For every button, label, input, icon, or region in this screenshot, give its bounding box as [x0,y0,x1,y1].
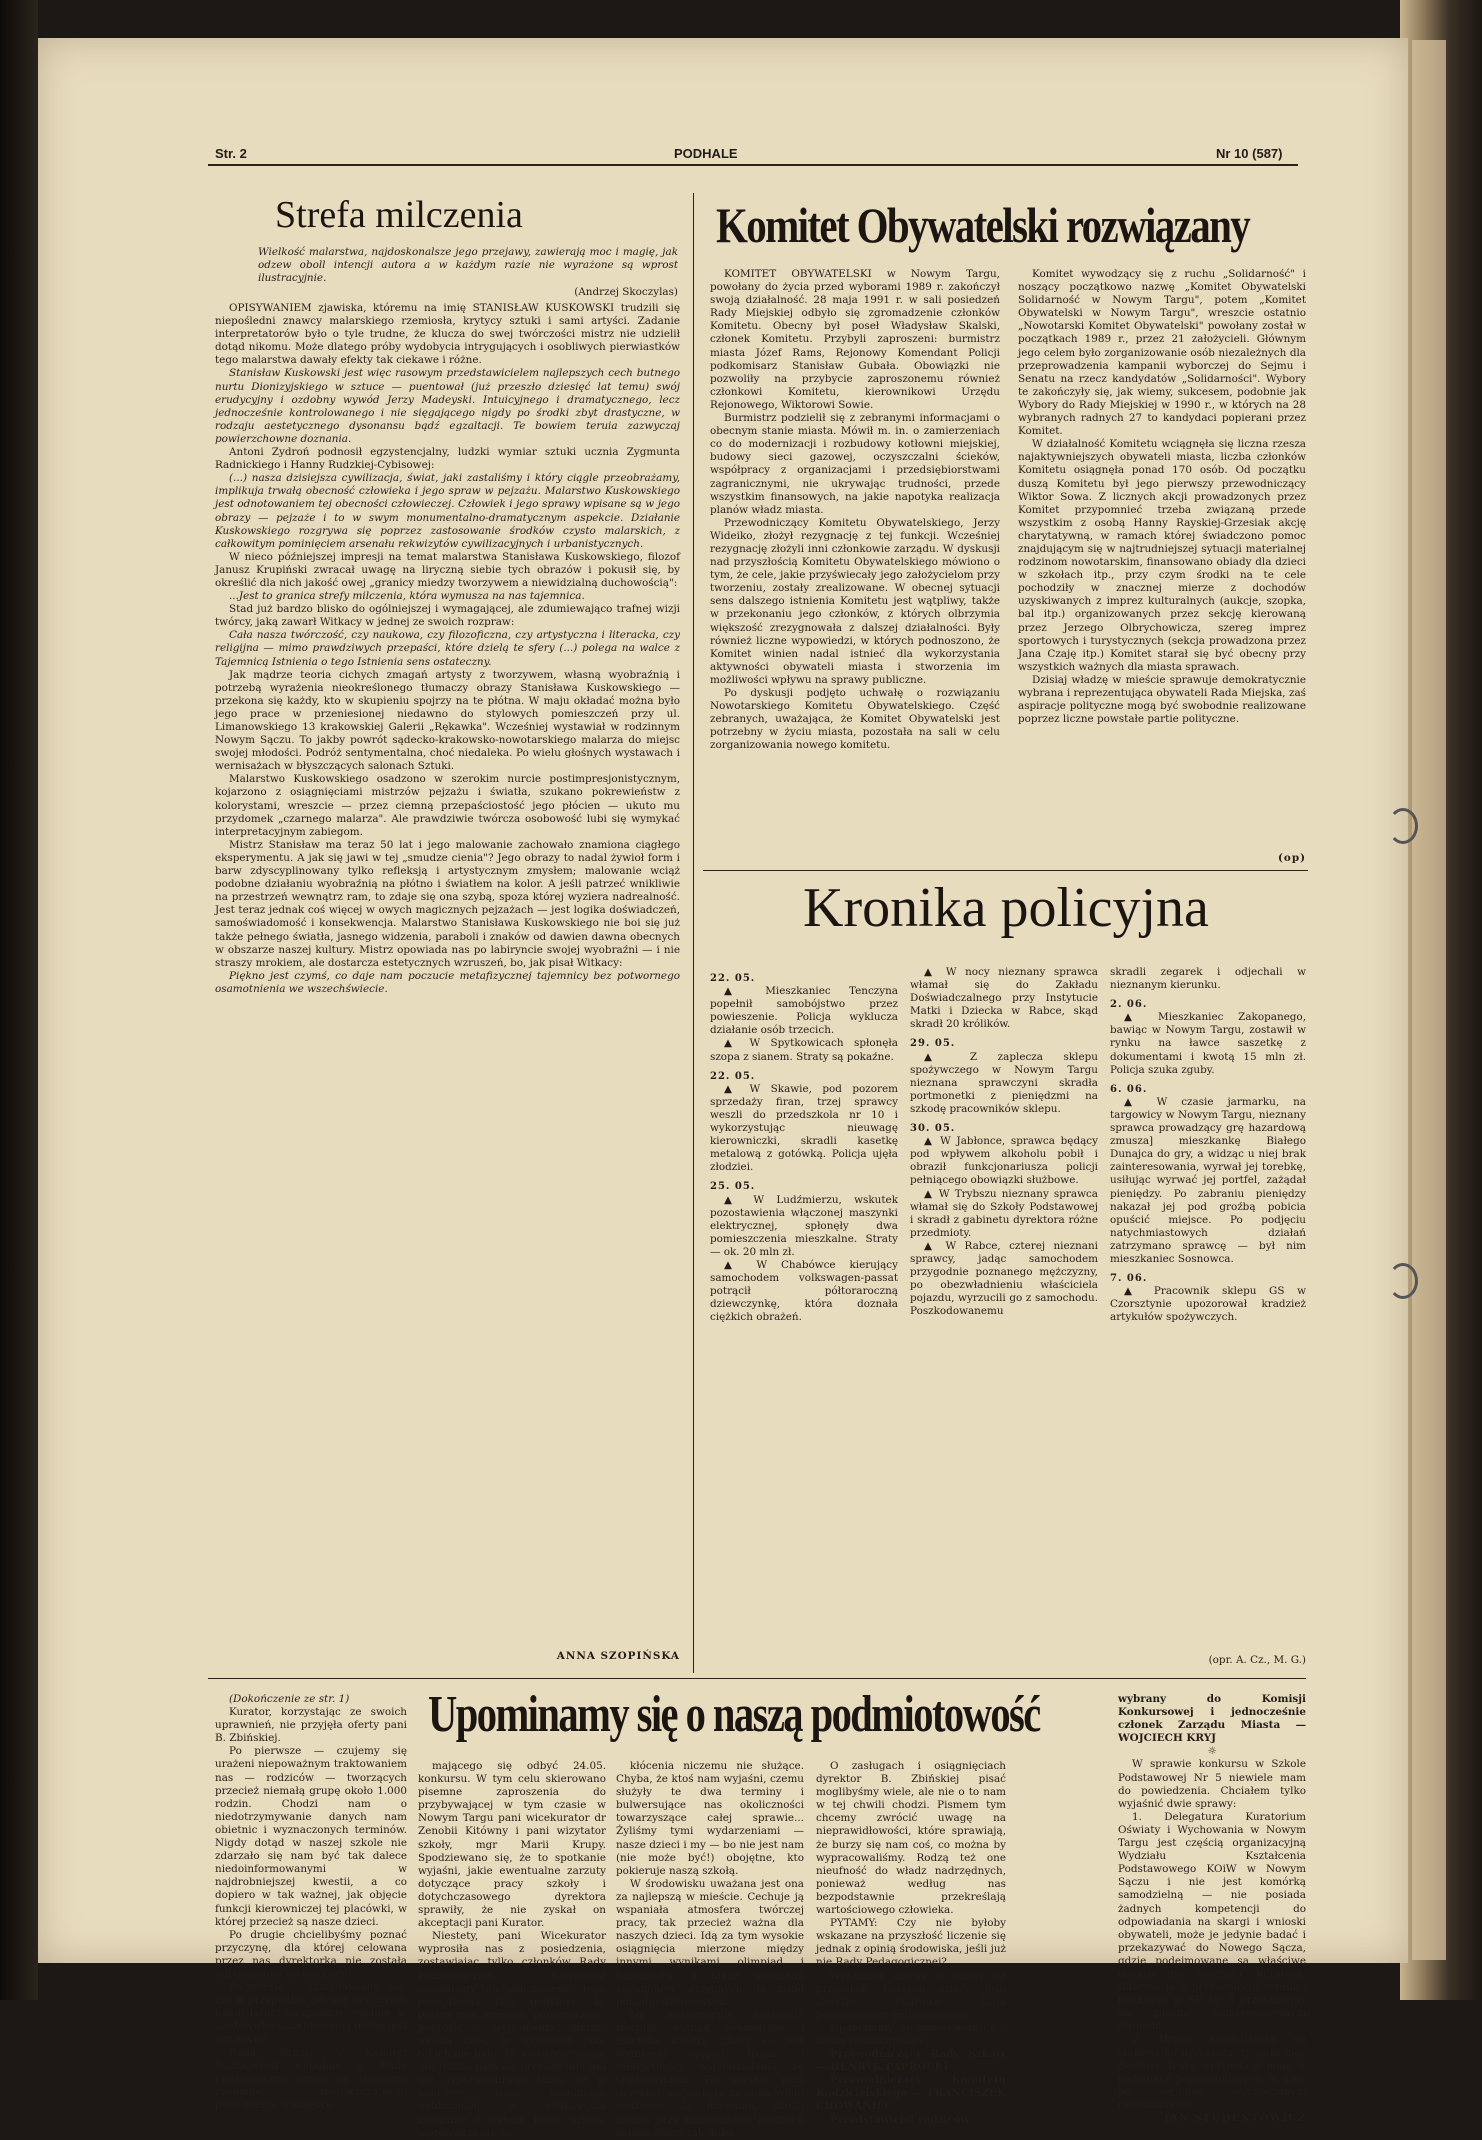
paragraph: 2. Druga kandydatura na stanowisko dyrektora, tj. pani mgr Barbary Truty, wpłynęła 8 maja w godzinach popołudniowych, w więc po terminie wyznaczonym regulaminowo. [1118,2033,1306,2111]
next-page-edge [1412,40,1446,1960]
paragraph: Burmistrz podzielił się z zebranymi informacjami o obecnym stanie miasta. Mówił m. in. o zamierzeniach co do modernizacji i rozbudowy kotłowni miejskiej, budowy sieci gazowej, oczyszczalni ścieków, współpracy z organizacjami i przedsiębiorstwami zagranicznymi, nie ukrywając trudności, przede wszystkim finansowych, na jakie napotyka realizacja planów władz miasta. [710,412,1000,516]
issue-number: Nr 10 (587) [1216,146,1283,161]
paragraph: Jak mądrze teoria cichych zmagań artysty z tworzywem, własną wyobraźnią i potrzebą wyrażenia nieokreślonego tłumaczy obrazy Stanisława Kuskowskiego — przekona się każdy, kto w skupieniu spojrzy na te płótna. W maju okładać można było jego prace w przeniesionej niedawno do stylowych pomieszczeń przy ul. Limanowskiego 13 krakowskiej Galerii „Rękawka". Wcześniej wystawiał w rodzinnym Nowym Sączu. To jakby powrót sądecko-krakowsko-nowotarskiego malarza do miejsc swojej młodości. Podróż sentymentalna, choć niedaleka. Po wielu głośnych wystawach i wernisażach w błyszczących salonach Sztuki. [215,668,680,773]
paragraph: ▲ W Skawie, pod pozorem sprzedaży firan, trzej sprawcy weszli do przedszkola nr 10 i wykorzystując nieuwagę kierowniczki, skradli kasetkę metalową z gotówką. Policja ujęła złodziei. [710,1082,898,1174]
strefa-motto: Wielkość malarstwa, najdoskonalsze jego przejawy, zawierają moc i magię, jak odzew oboll intencji autora a w każdym razie nie wyrażone są wprost ilustracyjnie. [258,246,678,285]
strefa-body [215,302,680,1647]
paragraph: O zasługach i osiągnięciach dyrektor B. Zbińskiej pisać moglibyśmy wiele, ale nie o to nam w tej chwili chodzi. Pismem tym chcemy zwrócić uwagę na nieprawidłowości, które sprawiają, że burzy się nam coś, co można by wypracowaliśmy. Rodzą też one nieufność do władz nadrzędnych, ponieważ według nas bezpodstawnie przekreślają wartościowego człowieka. [816,1760,1006,1917]
date-label: 6. 06. [1110,1083,1148,1095]
article-title-upominamy: Upominamy się o naszą podmiotowość [428,1686,1040,1743]
paragraph: ▲ W Spytkowicach spłonęła szopa z sianem. Straty są pokaźne. [710,1037,898,1063]
paragraph: Dzisiaj władzę w mieście sprawuje demokratycznie wybrana i reprezentująca obywateli Rada Miejska, zaś aspiracje polityczne mogą być swobodnie realizowane poprzez liczne powstałe partie polityczne. [1018,673,1306,726]
paragraph: PYTAMY: Czy nie byłoby wskazane na przyszłość liczenie się jednak z opinią środowiska, jeśli już nie Rady Pedagogicznej? [816,1917,1006,1969]
upominamy-column-1 [215,1693,407,2111]
paragraph: Przewodniczący Rady Szkoły — HENRYK PAPROCKI [816,2048,1006,2074]
paragraph: Po pierwsze — czujemy się urażeni niepoważnym traktowaniem nas — rodziców — tworzących przecież niemałą grupę około 1.000 rodzin. Chodzi nam o niedotrzymywanie danych nam obietnic i wyznaczonych terminów. Nigdy dotąd w naszej szkole nie zdarzało się nam być tak dalece niedoinformowanymi w najdrobniejszej kwestii, a co dopiero w tak ważnej, jak objęcie funkcji kierowniczej tej placówki, w której przecież są nasze dzieci. [215,1745,407,1928]
paragraph: Przedstawiciel rodziców [830,2113,970,2126]
paragraph: ▲ W Ludźmierzu, wskutek pozostawienia włączonej maszynki elektrycznej, spłonęły dwa pomieszczenia mieszkalne. Straty — ok. 20 mln zł. [710,1193,898,1258]
paragraph: Antoni Zydroń podnosił egzystencjalny, ludzki wymiar sztuki ucznia Zygmunta Radnickiego i Hanny Rudzkiej-Cybisowej: [215,446,680,472]
date-label: 29. 05. [910,1038,956,1050]
paragraph: Rada Szkoły i Komitet Rodzicielski wspólnie z Radą Pedagogiczną uznali za stosowne zwołanie nadzwyczajnego posiedzenia w miejsce [215,2046,407,2111]
paragraph: Po drugie chcielibyśmy poznać przyczynę, dla której celowana przez nas dyrektorka nie została dopuszczona do konkursu. [215,1928,407,1980]
date-label: 2. 06. [1110,999,1148,1011]
paragraph: ...Jest to granica strefy milczenia, która wymusza na nas tajemnica. [229,590,585,603]
column-divider [693,193,694,1673]
binder-clip [1388,808,1418,844]
article-title-strefa: Strefa milczenia [275,194,523,236]
article-title-komitet: Komitet Obywatelski rozwiązany [716,197,1250,253]
paragraph: (...) nasza dzisiejsza cywilizacja, świat, jaki zastaliśmy i który ciągle przeobrażamy, implikuja trwałą obecność człowieka i jego spraw w pejzażu. Malarstwo Kuskowskiego jest odnotowaniem tej obecności człowieczej. Człowiek i jego sprawy wpisane są w jego obrazy — pejzaże i to w swym monumentalno-dramatycznym aspekcie. Działanie Kuskowskiego rozgrywa się poprzez zastosowanie środków czysto malarskich, z całkowitym pominięciem arsenału rekwizytów cywilizacyjnych i urbanistycznych. [215,472,680,550]
article-title-kronika: Kronika policyjna [803,877,1209,939]
paragraph: ▲ W Rabce, czterej nieznani sprawcy, jadąc samochodem przygodnie poznanego mężczyzny, po obezwładnieniu właściciela pojazdu, wyrzucili go z samochodu. Poszkodowanemu [910,1239,1098,1318]
paragraph: Cała nasza twórczość, czy naukowa, czy filozoficzna, czy artystyczna i literacka, czy religijna — mimo prawdziwych przepaści, które dzielą te sfery (...) polega na walce z Tajemnicą Istnienia o tego Istnienia sens ostateczny. [215,629,680,668]
paragraph: W nieco późniejszej impresji na temat malarstwa Stanisława Kuskowskiego, filozof Janusz Krupiński zwracał uwagę na liryczną siebie tych obrazów i pokusił się, by określić dla nich jakość owej „granicy miedzy tworzywem a niewidzialną duchowością": [215,550,680,589]
paragraph: W sprawie konkursu w Szkole Podstawowej Nr 5 niewiele mam do powiedzenia. Chciałem tylko wyjaśnić dwie sprawy: [1118,1758,1306,1810]
paragraph: Przewodniczący Komitetu Obywatelskiego, Jerzy Wideiko, złożył rezygnację z tej funkcji. Wcześniej rezygnację złożyli inni członkowie zarządu. W dyskusji nad przyszłością Komitetu Obywatelskiego mówiono o tym, że cele, jakie przyświecały jego założycielom przy tworzeniu, zostały zrealizowane. W obecnej sytuacji sens dalszego istnienia Komitetu jest wątpliwy, także w przekonaniu jego członków, z których olbrzymia większość zrezygnowała z dalszej działalności. Były również liczne wypowiedzi, w których podnoszono, że Komitet winien nadal istnieć dla wykorzystania aktywności obywateli miasta i stworzenia im możliwości wpływu na sprawy publiczne. [710,516,1000,686]
paragraph: ▲ W Trybszu nieznany sprawca włamał się do Szkoły Podstawowej i skradł z gabinetu dyrektora różne przedmioty. [910,1187,1098,1239]
kronika-column-1 [710,966,898,1631]
paragraph: Komitet wywodzący się z ruchu „Solidarność" i noszący początkowo nazwę „Komitet Obywatelski Solidarność w Nowym Targu", potem „Komitet Obywatelski w Nowym Targu", wreszcie ostatnio „Nowotarski Komitet Obywatelski" powołany został w początkach 1989 r., przez 21 założycieli. Głównym jego celem było zorganizowanie osób niezależnych dla przeprowadzenia kampanii wyborczej do Sejmu i Senatu na rzecz kandydatów „Solidarności". Wybory te zakończyły się, jak wiemy, sukcesem, podobnie jak Wybory do Rady Miejskiej w 1990 r., w których na 28 wybranych radnych 27 to kandydaci popierani przez Komitet. [1018,268,1306,438]
paragraph: W środowisku uważana jest ona za najlepszą w mieście. Cechuje ją wspaniała atmosfera twórczej pracy, tak przecież ważna dla naszych dzieci. Idą za tym wysokie osiągnięcia mierzone między innymi wynikami olimpiad i konkursów, a także wynikami egzaminów wstępnych do szkół ponadpodstawowych. [616,1877,804,2008]
strefa-signature: ANNA SZOPIŃSKA [556,1650,680,1662]
date-label: 25. 05. [710,1181,756,1193]
paragraph: kłócenia niczemu nie służące. Chyba, że ktoś nam wyjaśni, czemu służyły te dwa terminy i bulwersujące nas okoliczności towarzyszące całej sprawie... Żyliśmy tymi wydarzeniami — nasze dzieci i my — bo nie jest nam (nie może być!) obojętne, kto pokieruje naszą szkołą. [616,1760,804,1877]
paragraph: ▲ Mieszkaniec Zakopanego, bawiąc w Nowym Targu, zostawił w rynku na ławce saszetkę z dokumentami i kwotą 15 mln zł. Policja szuka zguby. [1110,1011,1306,1076]
paragraph: Przewodniczący Komitetu Rodzicielskiego — FRANCISZEK CHOWANIEC [816,2074,1006,2113]
binder-clip [1388,1263,1418,1299]
section-rule [208,1678,1306,1679]
paragraph: ▲ Mieszkaniec Tenczyna popełnił samobójstwo przez powieszenie. Policja wyklucza działanie osób trzecich. [710,985,898,1037]
paragraph: Po trzecie — zastanawiamy się, czy w przypadku, gdy nie ma innych kandydatur, otrzymanie ogólnie w środowisku akceptowanej osoby jest sensowne. [215,1981,407,2046]
newspaper-name: PODHALE [674,146,738,161]
paragraph: (Dokończenie ze str. 1) [229,1693,350,1705]
paragraph: 1. Delegatura Kuratorium Oświaty i Wychowania w Nowym Targu jest częścią organizacyjną Wydziału Kształcenia Podstawowego KOiW w Nowym Sączu i nie jest komórką samodzielną — nie posiada żadnych kompetencji do odpowiadania na skargi i wnioski obywateli, może je jedynie badać i przekazywać do Nowego Sącza, gdzie podejmowane są właściwe decyzje na szczeblu Kuratora. Informację o przesunięciu terminu konkursu w SP Nr 5 przesłaliśmy na piśmie zainteresowanym stronom. [1118,1810,1306,2033]
komitet-signature: (op) [1277,852,1306,864]
paragraph: Stad już bardzo blisko do ogólniejszej i wymagającej, ale zdumiewająco trafnej wizji twórcy, jaką zawarł Witkacy w jednej ze swoich rozpraw: [215,603,680,629]
paragraph: W działalność Komitetu wciągnęła się liczna rzesza najaktywniejszych obywateli miasta, liczba członków Komitetu osiągnęła ponad 170 osób. Od początku duszą Komitetu był jego pierwszy przewodniczący Wiktor Sowa. Z licznych akcji prowadzonych przez Komitet przypomnieć trzeba związaną przede wszystkim z osobą Hanny Rayskiej-Grzesiak akcję charytatywną, w ramach której świadczono pomoc znajdującym się w najtrudniejszej sytuacji materialnej rodzinom nowotarskim, finansowano obiady dla dzieci w szkołach itp., przy czym środki na te cele pochodziły w znacznej mierze z dochodów uzyskiwanych z imprez kulturalnych (aukcje, szopka, bal itp.) organizowanych przez sekcję kierowaną przez Jerzego Olbrychowicza, szereg imprez sportowych i turystycznych (sekcja prowadzona przez Jana Czaję itp.) Komitet starał się być obecny przy wszystkich ważnych dla miasta sprawach. [1018,438,1306,673]
date-label: 22. 05. [710,1070,756,1082]
paragraph: ☼ [1207,1745,1217,1758]
paragraph: Niestety, pani Wicekurator wyprosiła nas z posiedzenia, zostawiając tylko członków Rady Pedagogicznej. Cierpliwie czekaliśmy na zakończenie tego posiedzenia (2,5 godziny), by potem móc wreszcie porozmawiać, poprosić o wyjaśnienia. Śmiało można rzec, iż wyjaśnień jako takich nie było. To, co usłyszeliśmy, nie trafiło nam do przekonania ani nie usprawiedliwiło faktu, że w końcowe roku szkolnego, nabrzmiałej w wydarzenia związane z trybem pracy szkoły, wprowadza się za- [418,1930,606,2139]
upominamy-column-2 [418,1760,606,2139]
paragraph: Kurator, korzystając ze swoich uprawnień, nie przyjęła oferty pani B. Zbińskiej. [215,1706,407,1745]
upominamy-column-4 [816,1760,1006,2126]
paragraph: Po dyskusji podjęto uchwałę o rozwiązaniu Nowotarskiego Komitetu Obywatelskiego. Część zebranych, uważająca, że Komitet Obywatelski jest potrzebny w życiu miasta, pozostała na sali w celu zorganizowania nowego komitetu. [710,687,1000,752]
komitet-column-2 [1018,268,1306,850]
paragraph: ▲ Z zaplecza sklepu spożywczego w Nowym Targu nieznana sprawczyni skradła portmonetki z pieniędzmi na szkodę pracowników sklepu. [910,1050,1098,1115]
header-rule [208,164,1298,166]
kronika-column-3 [1110,966,1306,1631]
date-label: 22. 05. [710,973,756,984]
komitet-column-1 [710,268,1000,850]
paragraph: Piękno jest czymś, co daje nam poczucie metafizycznej tajemnicy bez potwornego osamotnienia we wszechświecie. [215,969,680,995]
page-number: Str. 2 [215,146,247,161]
kronika-column-2 [910,966,1098,1631]
upominamy-column-3 [616,1760,804,2139]
upominamy-column-5 [1118,1693,1306,2124]
scan-border-left [0,0,38,2000]
paragraph: mającego się odbyć 24.05. konkursu. W tym celu skierowano pisemne zaproszenia do przybywającej w tym czasie w Nowym Targu pani wicekurator dr Zenobii Kitówny i pani wizytator szkoły, mgr Marii Krupy. Spodziewano się, że to spotkanie wyjaśni, jakie ewentualne zarzuty dotyczące pracy szkoły i dotychczasowego dyrektora sprawiły, że nie zyskał on akceptacji pani Kurator. [418,1760,606,1930]
strefa-motto-author: (Andrzej Skoczylas) [574,286,678,298]
date-label: 30. 05. [910,1123,956,1135]
paragraph: skradli zegarek i odjechali w nieznanym kierunku. [1110,966,1306,992]
kronika-signature: (opr. A. Cz., M. G.) [1208,1654,1306,1666]
paragraph: OPISYWANIEM zjawiska, któremu na imię STANISŁAW KUSKOWSKI trudzili się niepośledni znawcy malarskiego rzemiosła, krytycy sztuki i sami artyści. Zadanie interpretatorów było o tyle trudne, że klucza do swej twórczości mistrz nie udzielił dotąd nikomu. Może dlatego próby wydobycia intrygujących i osobliwych pierwiastków tego malarstwa dawały efekty tak ciekawe i różne. [215,302,680,367]
paragraph: Malarstwo Kuskowskiego osadzono w szerokim nurcie postimpresjonistycznym, kojarzono z osiągnięciami mistrzów pejzażu i światła, szukano pokrewieństw z kolorystami, wreszcie — przez ciemną przepaściostość jego płócien — ukuto mu przydomek „czarnego malarza". Ale prawdziwie twórcza osobowość lubi się wymykać interpretacyjnym zabiegom. [215,773,680,838]
paragraph: ▲ W czasie jarmarku, na targowicy w Nowym Targu, nieznany sprawca prowadzący grę hazardową zmusza] mieszkankę Białego Dunajca do gry, a widząc u niej brak zainteresowania, wyrwał jej torebkę, usiłując wyrwać jej portfel, zażądał pieniędzy. Po zabraniu pieniędzy nakazał jej pod groźbą pobicia opuścić miejsce. Po podjęciu natychmiastowych działań zatrzymano sprawcę — był nim mieszkaniec Sosnowca. [1110,1095,1306,1265]
paragraph: ▲ Pracownik sklepu GS w Czorsztynie upozorował kradzież artykułów spożywczych. [1110,1285,1306,1324]
paragraph: Wyrażamy obawę o szkołę na przyszłość naszych dzieci, jeśli decyzje kadrowe będą podejmowane jednoosobowo. [816,1969,1006,2021]
paragraph: Na podkreślenie zasługuje również wygląd zewnętrzny i estetyka wnętrz szkoły, co jest wynikiem ciągłej troski i umiejętności współdziałania ze środowiskiem. To właśnie pani dyrektor pociągnęła za sobą wielu rodziców do działania, dzięki czemu przy minimalnych kosztach osiągnęliśmy tak dużo. [616,2008,804,2139]
newspaper-page [38,38,1408,2139]
paragraph: Stanisław Kuskowski jest więc rasowym przedstawicielem najlepszych cech butnego nurtu Dionizyjskiego w sztuce — puentował (już przeszło dziesięć lat temu) swój erudycyjny i ozdobny wywód Jerzy Madeyski. Intuicyjnego i dramatycznego, lecz jednocześnie kontrolowanego i nie sięgającego nigdy po środki zbyt drastyczne, w rodzaju aestetycznego dysonansu bądź egzaltacji. Te bowiem teruia zazwyczaj powierzchowne doznania. [215,367,680,445]
paragraph: KOMITET OBYWATELSKI w Nowym Targu, powołany do życia przed wyborami 1989 r. zakończył swoją działalność. 28 maja 1991 r. w sali posiedzeń Rady Miejskiej odbyło się zgromadzenie członków Komitetu. Obecny był poseł Władysław Skalski, członek Komitetu. Przybyli zaproszeni: burmistrz miasta Józef Rams, Rejonowy Komendant Policji podkomisarz Stanisław Gubała. Obowiązki nie pozwoliły na przybycie zaproszonemu również członkowi Komitetu, kierownikowi Urzędu Rejonowego, Wiktorowi Sowie. [710,268,1000,411]
paragraph: wybrany do Komisji Konkursowej i jednocześnie członek Zarządu Miasta — WOJCIECH KRYJ [1118,1693,1306,1745]
paragraph: Upominamy się konsekwentnie o naszą podmiotowość. [816,2021,1006,2047]
komitet-bottom-rule [703,870,1308,871]
paragraph: ▲ W Jabłonce, sprawca będący pod wpływem alkoholu pobił i obraził funkcjonariusza policji pełniącego obowiązki służbowe. [910,1135,1098,1187]
paragraph: JAN STUDENTOWICZ [1164,2112,1306,2124]
date-label: 7. 06. [1110,1273,1148,1285]
paragraph: Mistrz Stanisław ma teraz 50 lat i jego malowanie zachowało znamiona ciągłego eksperymentu. A jak się jawi w tej „smudze cienia"? Jego obrazy to nadal żywioł form i barw zdyscyplinowany tylko refleksją i artystycznym zmysłem; malowanie wciąż podobne działaniu wyobraźnią na płótno i światłem na kolor. A jeśli patrzeć wnikliwie na przestrzeń wewnątrz ram, to zdaje się ona szybą, spoza której wyziera nadrealność. Jest teraz jednak coś więcej w owych magicznych pejzażach — jest logika doświadczeń, samoświadomość i konsekwencja. Malarstwo Stanisława Kuskowskiego nie boi się już także pełnego światła, jasnego widzenia, paraboli i znaków od dawien dawna obecnych w obszarze naszej kultury. Mistrz opowiada nas po labiryncie swojej wyobraźni — i nie straszy mrokiem, ale dostarcza estetycznych wzruszeń, bo, jak pisał Witkacy: [215,838,680,969]
paragraph: ▲ W Chabówce kierujący samochodem volkswagen-passat potrącił półtoraroczną dziewczynkę, która doznała ciężkich obrażeń. [710,1258,898,1324]
paragraph: ▲ W nocy nieznany sprawca włamał się do Zakładu Doświadczalnego przy Instytucie Matki i Dziecka w Rabce, skąd skradł 20 królików. [910,966,1098,1031]
